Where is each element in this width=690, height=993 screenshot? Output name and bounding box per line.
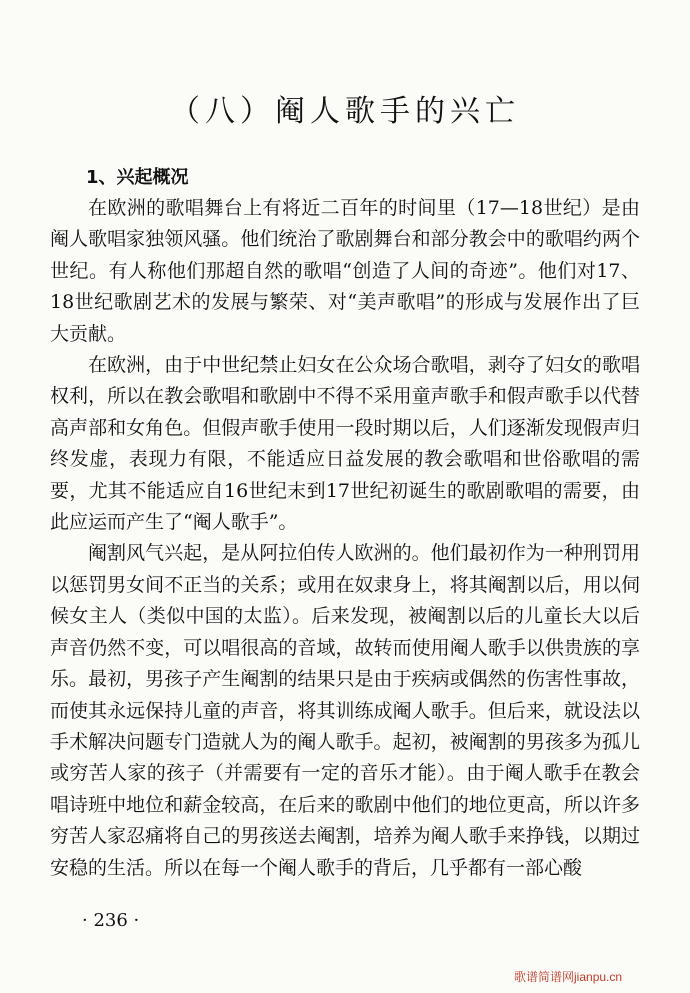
paragraph-1: 在欧洲的歌唱舞台上有将近二百年的时间里（17—18世纪）是由阉人歌唱家独领风骚。他们统治了歌剧舞台和部分教会中的歌唱约两个世纪。有人称他们那超自然的歌唱“创造了人间的奇迹”。他们对17、18世纪歌剧艺术的发展与繁荣、对“美声歌唱”的形成与发展作出了巨大贡献。: [50, 197, 640, 345]
paragraph-2: 在欧洲，由于中世纪禁止妇女在公众场合歌唱，剥夺了妇女的歌唱权利，所以在教会歌唱和歌剧中不得不采用童声歌手和假声歌手以代替高声部和女角色。但假声歌手使用一段时期以后，人们逐渐发现假声归终发虚，表现力有限，不能适应日益发展的教会歌唱和世俗歌唱的需要，尤其不能适应自16世纪末到17世纪初诞生的歌剧歌唱的需要，由此应运而产生了“阉人歌手”。: [50, 354, 640, 534]
page-title: （八）阉人歌手的兴亡: [170, 94, 520, 129]
watermark: [514, 968, 622, 985]
watermark-url: jianpu.cn: [574, 970, 623, 984]
section-heading: 1、兴起概况: [86, 167, 189, 188]
body-text: [50, 193, 640, 884]
watermark-site-name: 歌谱简谱网: [514, 970, 575, 984]
paragraph-3: 阉割风气兴起，是从阿拉伯传人欧洲的。他们最初作为一种刑罚用以惩罚男女间不正当的关系；或用在奴隶身上，将其阉割以后，用以伺候女主人（类似中国的太监）。后来发现，被阉割以后的儿童长大以后声音仍然不变，可以唱很高的音域，故转而使用阉人歌手以供贵族的享乐。最初，男孩子产生阉割的结果只是由于疾病或偶然的伤害性事故，而使其永远保持儿童的声音，将其训练成阉人歌手。但后来，就设法以手术解决问题专门造就人为的阉人歌手。起初，被阉割的男孩多为孤儿或穷苦人家的孩子（并需要有一定的音乐才能）。由于阉人歌手在教会唱诗班中地位和薪金较高，在后来的歌剧中他们的地位更高，所以许多穷苦人家忍痛将自己的男孩送去阉割，培养为阉人歌手来挣钱，以期过安稳的生活。所以在每一个阉人歌手的背后，几乎都有一部心酸: [50, 542, 640, 879]
page-number: · 236 ·: [82, 910, 140, 931]
